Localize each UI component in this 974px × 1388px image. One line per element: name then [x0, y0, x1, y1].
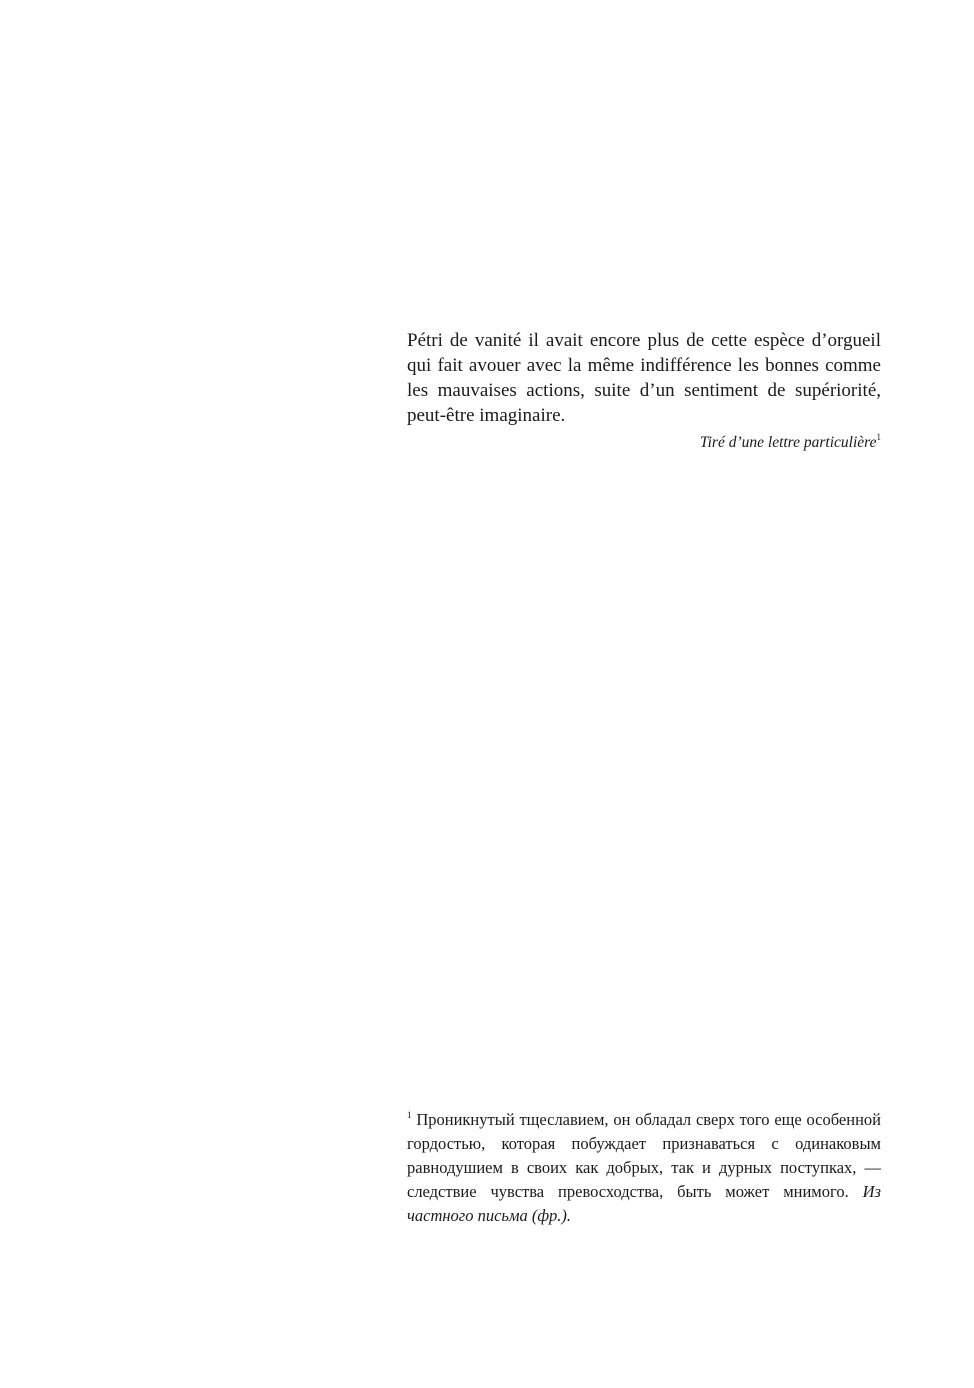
- epigraph-text: Pétri de vanité il avait encore plus de cette espèce d’orgueil qui fait avouer avec la même indifférence les bonnes comme les mauvaises actions, suite d’un sentiment de supériorité, peut-être imaginaire.: [407, 330, 881, 426]
- footnote-marker: 1: [407, 1109, 412, 1120]
- epigraph-source-label: Tiré d’une lettre particulière: [699, 434, 877, 451]
- footnote-text: Проникнутый тщеславием, он обладал сверх того еще особенной гордостью, которая побуждает признаваться с одинаковым равнодушием в своих как добрых, так и дурных поступках, — следствие чувства превосходства, быть может мнимого.: [407, 1110, 881, 1201]
- epigraph: [407, 328, 881, 453]
- footnote-reference: 1: [876, 431, 881, 442]
- footnote-source: Из частного письма (фр.).: [407, 1182, 881, 1225]
- epigraph-source: [407, 433, 881, 453]
- footnote: [407, 1108, 881, 1228]
